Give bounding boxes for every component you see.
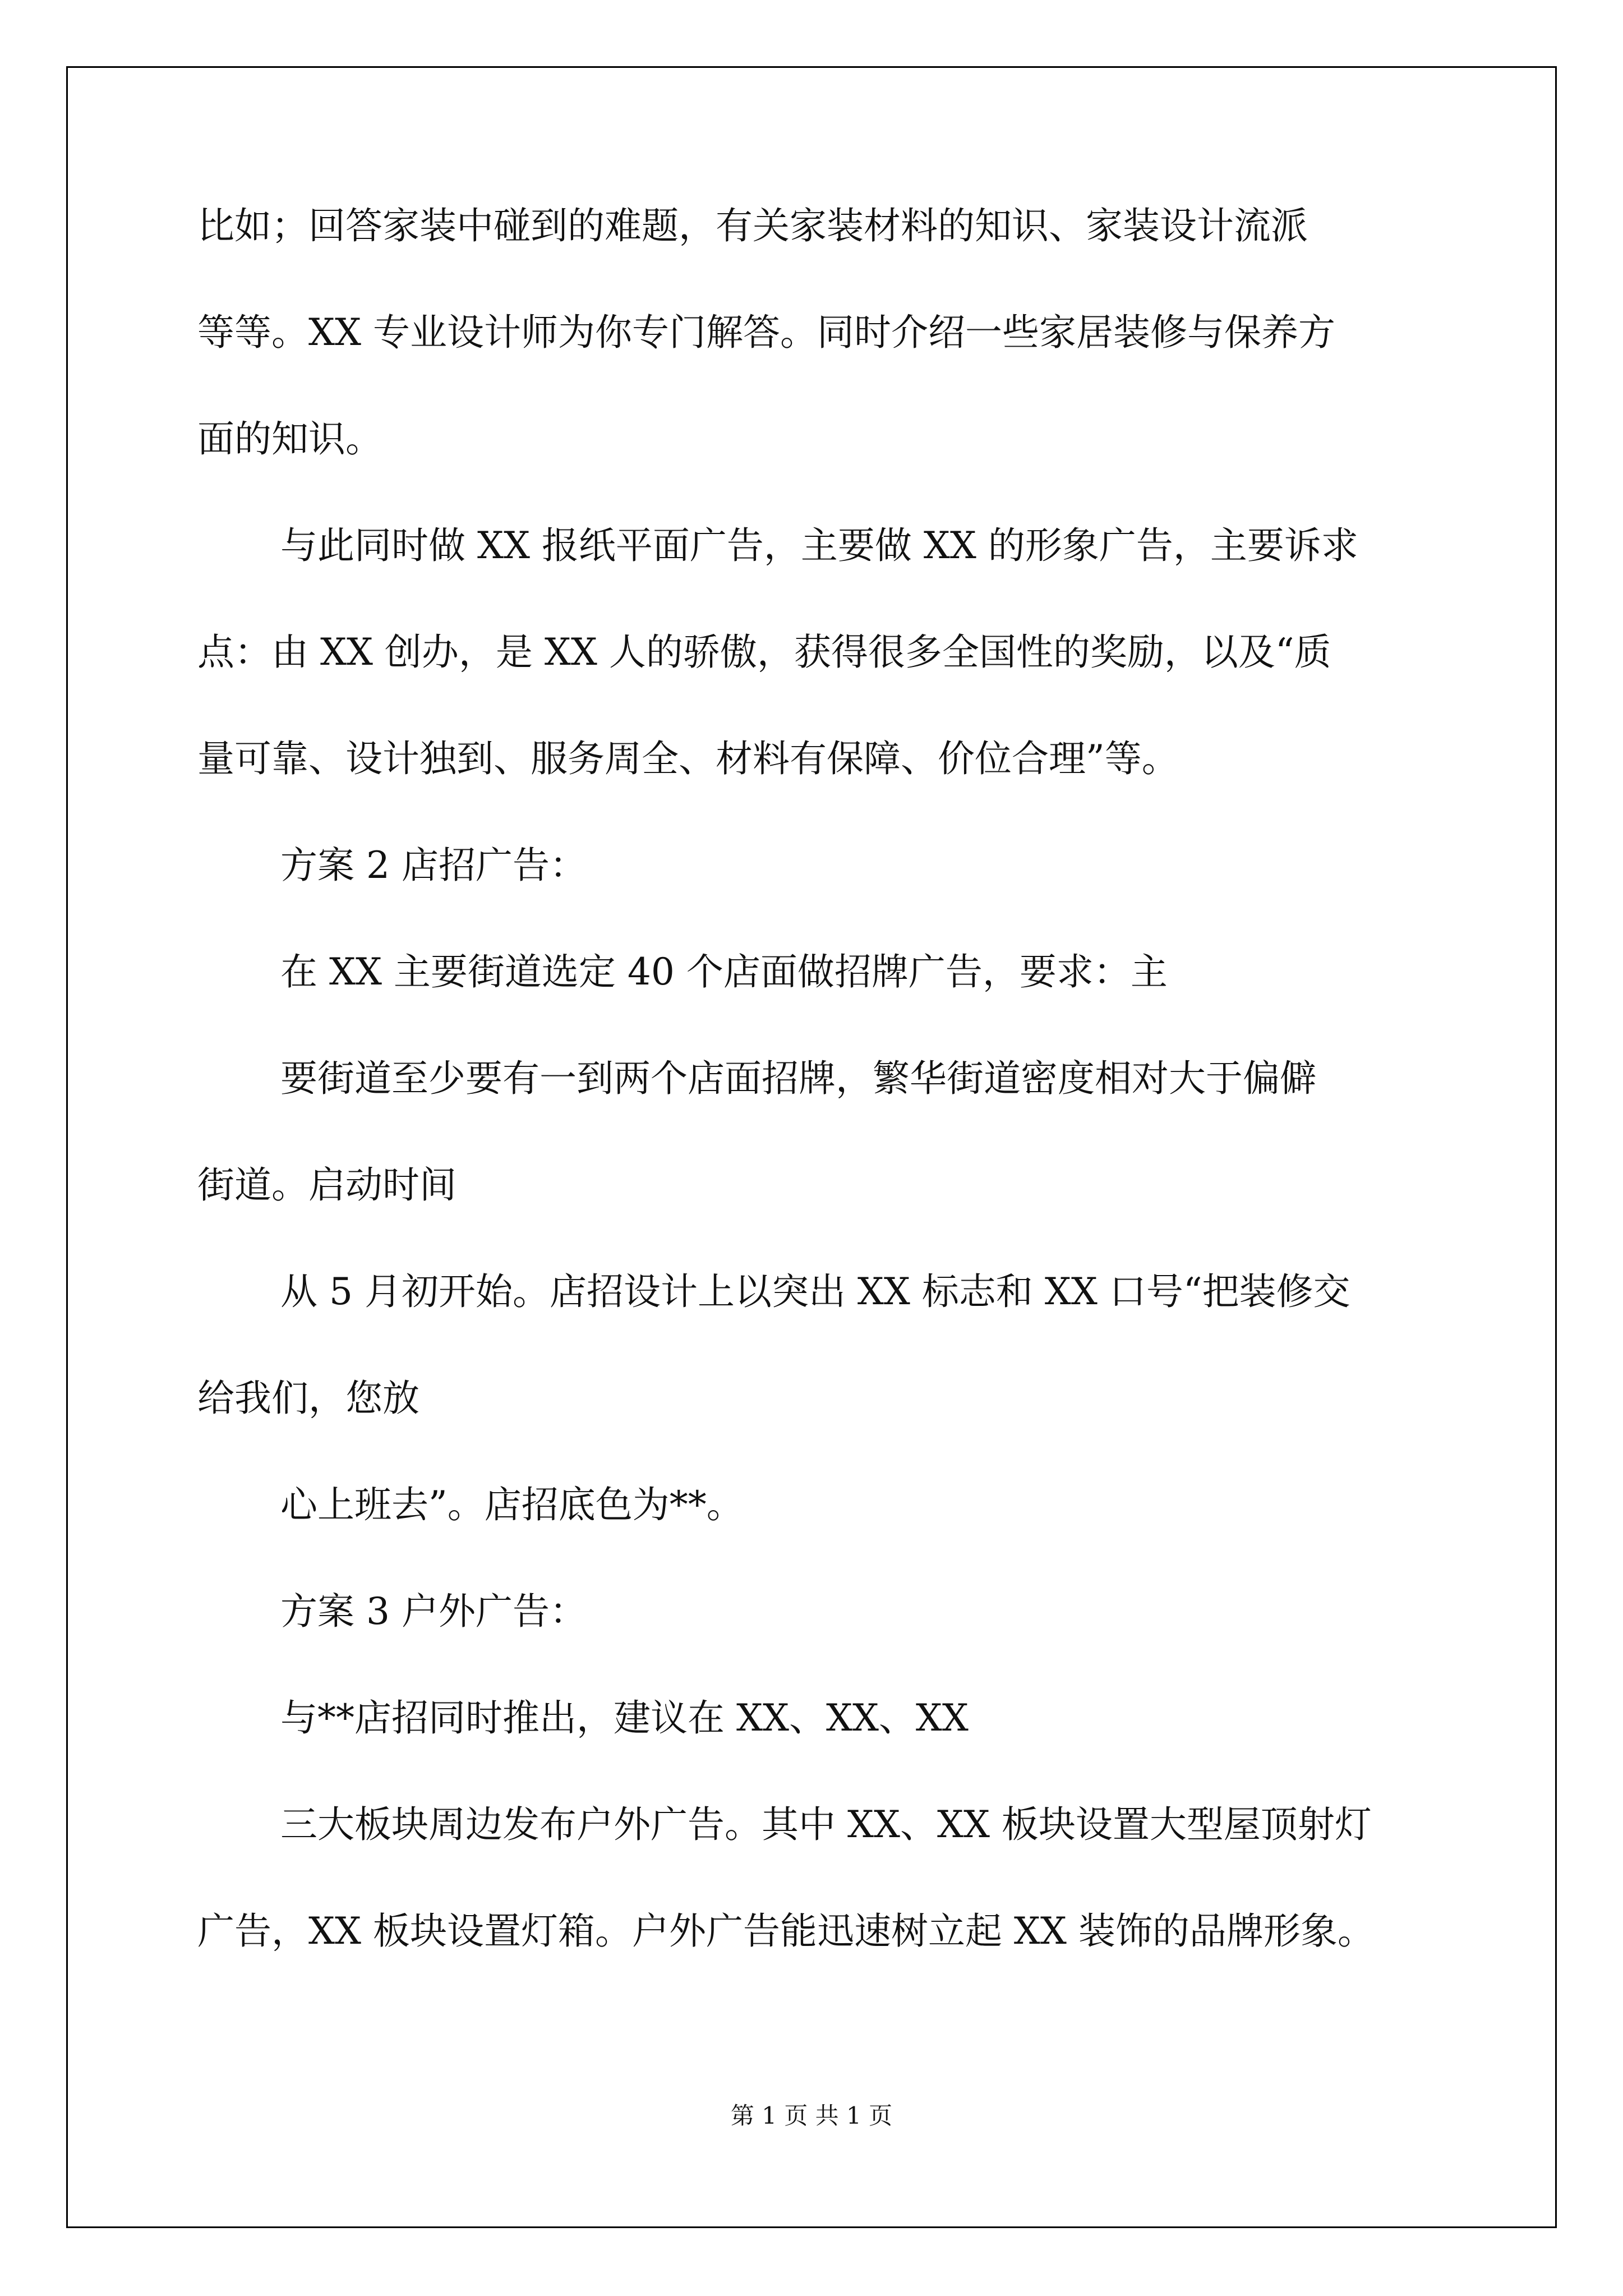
section-heading: 方案 2 店招广告：	[280, 844, 587, 887]
text-line: 心上班去”。店招底色为**。	[280, 1483, 744, 1526]
text-line: 从 5 月初开始。店招设计上以突出 XX 标志和 XX 口号“把装修交	[280, 1270, 1350, 1313]
text-line: 比如；回答家装中碰到的难题，有关家装材料的知识、家装设计流派	[197, 204, 1308, 247]
text-line: 广告，XX 板块设置灯箱。户外广告能迅速树立起 XX 装饰的品牌形象。	[197, 1910, 1375, 1953]
text-line: 在 XX 主要街道选定 40 个店面做招牌广告，要求：主	[280, 950, 1168, 993]
text-line: 面的知识。	[197, 417, 382, 461]
text-line: 要街道至少要有一到两个店面招牌，繁华街道密度相对大于偏僻	[280, 1057, 1317, 1100]
text-line: 点：由 XX 创办，是 XX 人的骄傲，获得很多全国性的奖励，以及“质	[197, 631, 1331, 674]
text-line: 给我们，您放	[197, 1377, 419, 1420]
text-line: 街道。启动时间	[197, 1163, 457, 1207]
text-line: 等等。XX 专业设计师为你专门解答。同时介绍一些家居装修与保养方	[197, 311, 1335, 354]
page-border	[66, 66, 1557, 2228]
text-line: 与**店招同时推出，建议在 XX、XX、XX	[280, 1696, 969, 1740]
text-line: 与此同时做 XX 报纸平面广告，主要做 XX 的形象广告，主要诉求	[280, 524, 1358, 567]
page-number-footer: 第 1 页 共 1 页	[730, 2102, 893, 2129]
text-line: 三大板块周边发布户外广告。其中 XX、XX 板块设置大型屋顶射灯	[280, 1803, 1372, 1846]
section-heading: 方案 3 户外广告：	[280, 1590, 587, 1633]
text-line: 量可靠、设计独到、服务周全、材料有保障、价位合理”等。	[197, 737, 1179, 780]
